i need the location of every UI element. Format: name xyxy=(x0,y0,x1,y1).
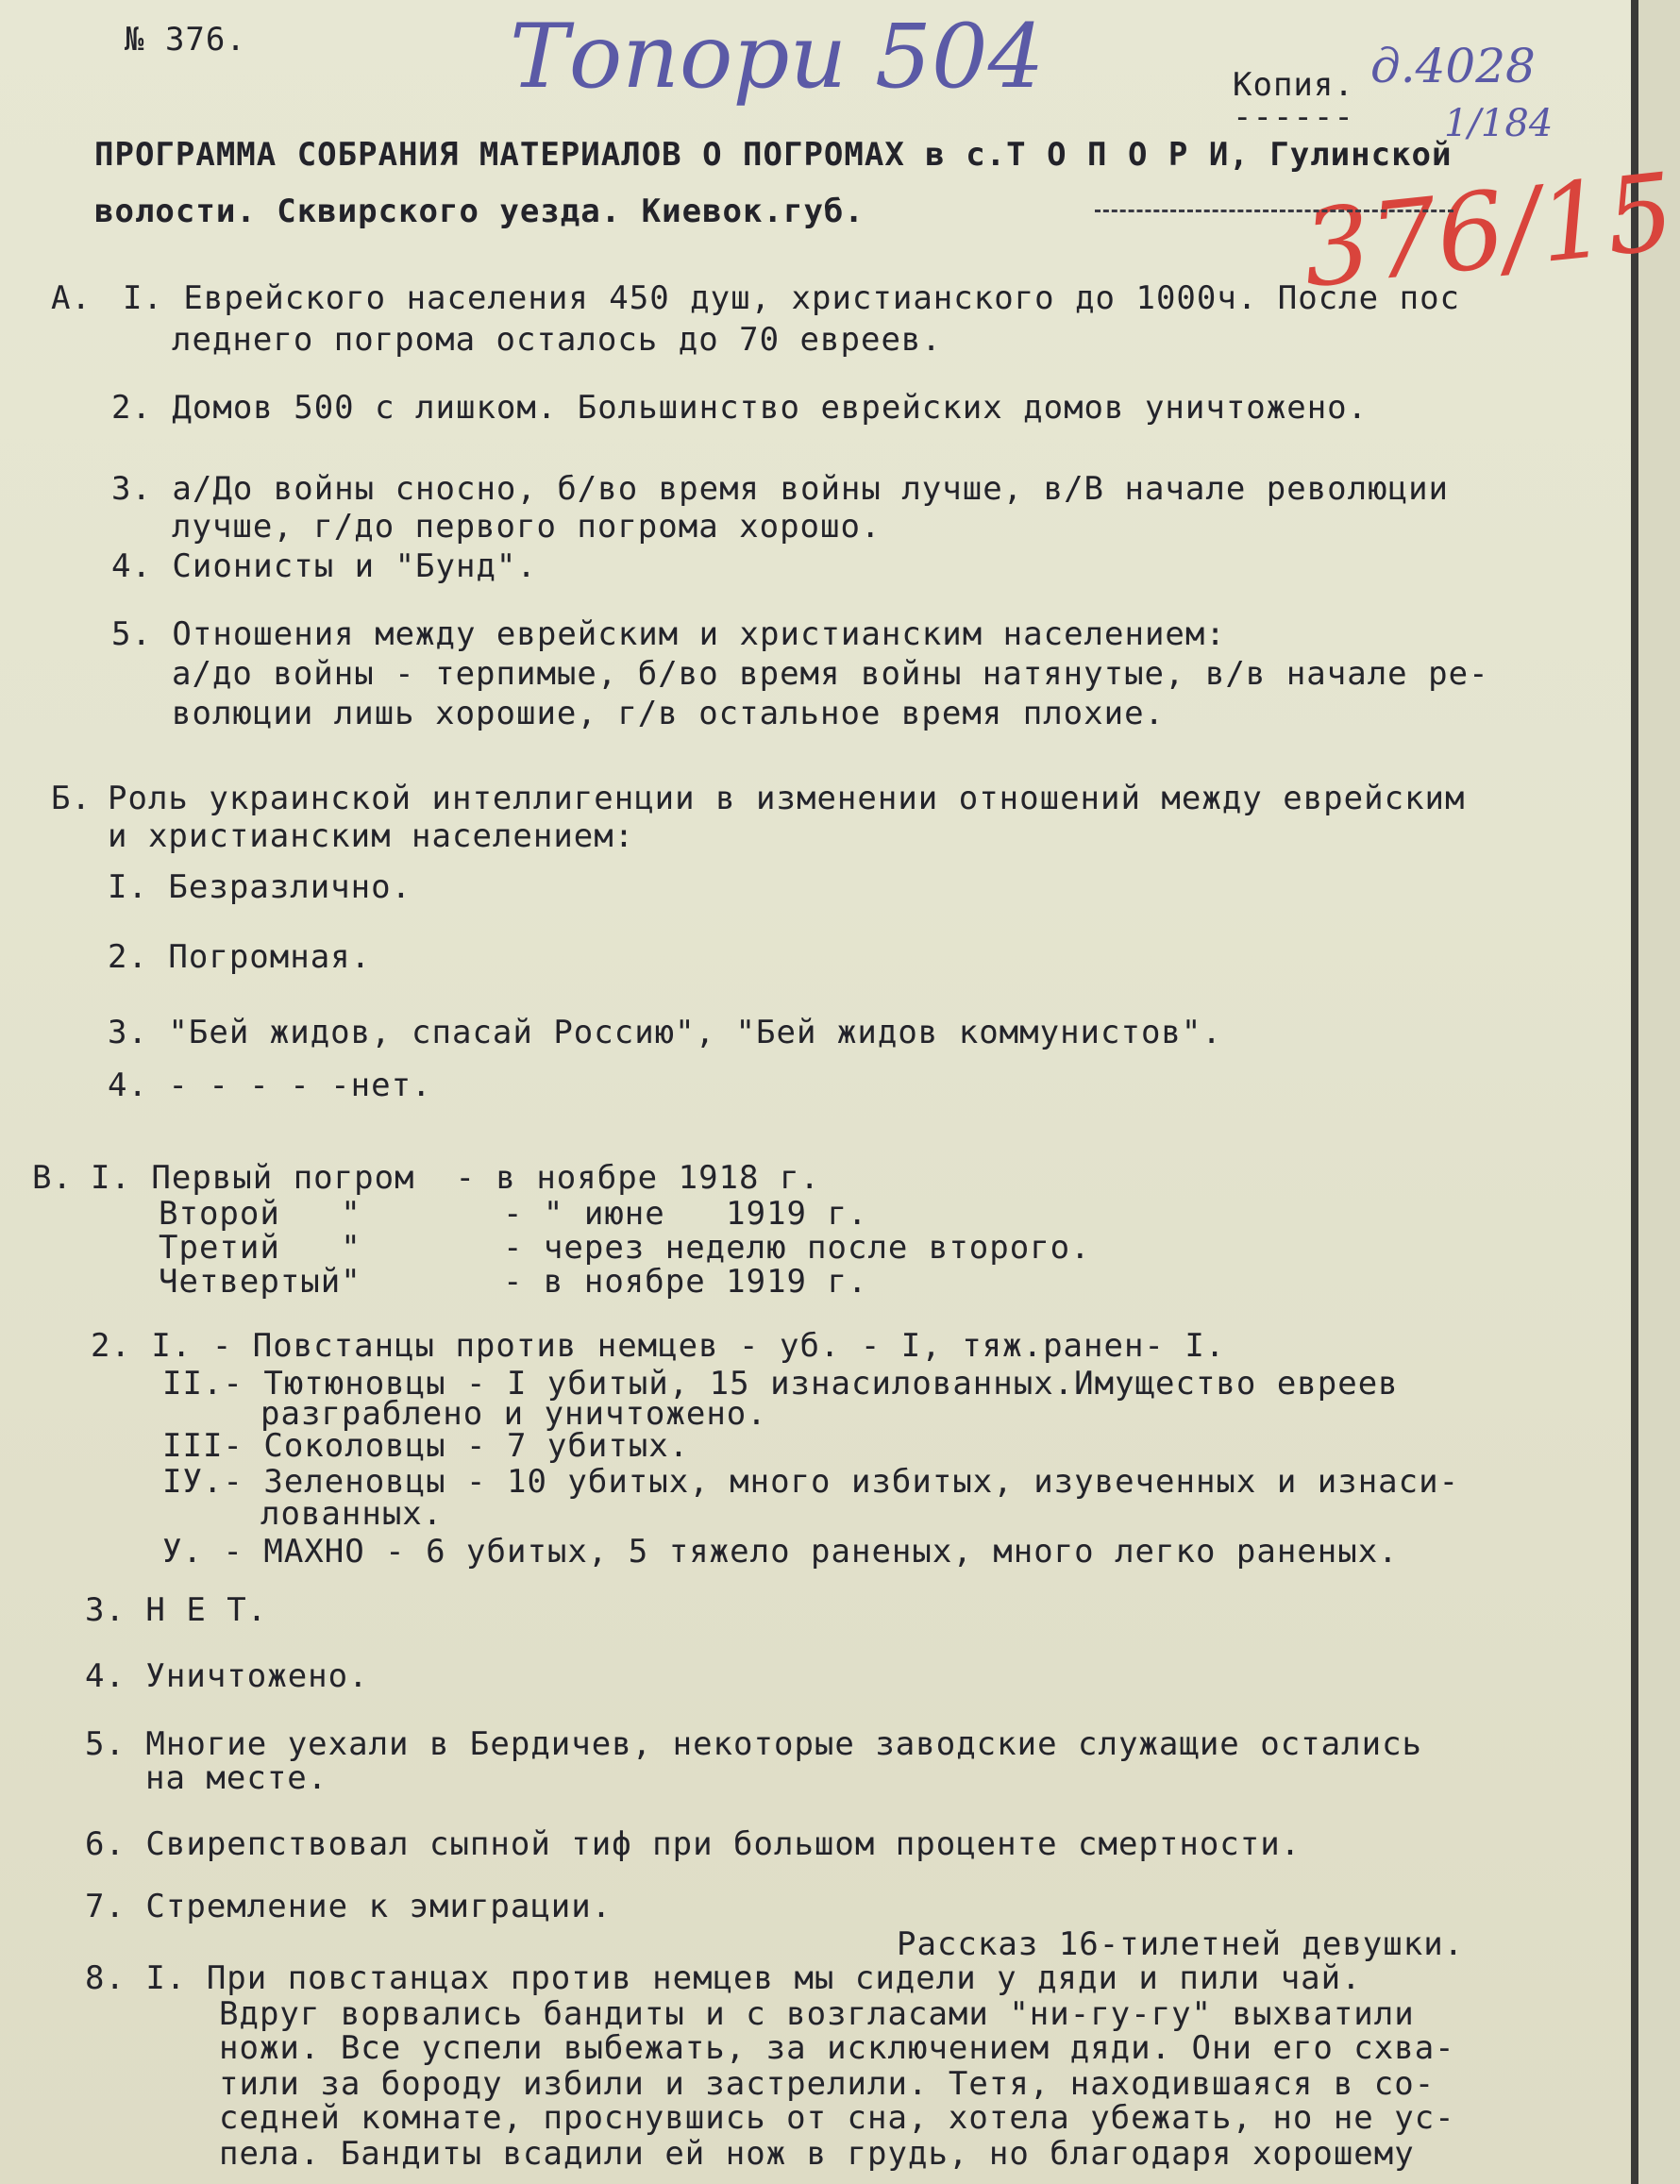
section-v-p2-line-6: лованных. xyxy=(260,1495,444,1533)
copy-label: Копия. xyxy=(1233,66,1354,104)
section-v-p6: 6. Свирепствовал сыпной тиф при большом проценте смертности. xyxy=(85,1825,1302,1863)
section-v-p1-line-4: Четвертый" - в ноябре 1919 г. xyxy=(159,1263,868,1301)
section-a-item-3-line-2: лучше, г/до первого погрома хорошо. xyxy=(172,508,882,546)
handwritten-title: Топори 504 xyxy=(510,6,1045,109)
section-v-p8-line-6: пела. Бандиты всадили ей нож в грудь, но благодаря хорошему xyxy=(219,2135,1415,2173)
copy-underline: ------ xyxy=(1233,98,1354,136)
section-a-item-4: 4. Сионисты и "Бунд". xyxy=(111,547,537,585)
section-v-p2-line-7: У. - МАХНО - 6 убитых, 5 тяжело раненых, много легко раненых. xyxy=(162,1533,1399,1571)
section-a-item-3-line-1: 3. а/До войны сносно, б/во время войны лучше, в/В начале революции xyxy=(111,470,1450,508)
section-v-p5-line-1: 5. Многие уехали в Бердичев, некоторые заводские служащие остались xyxy=(85,1725,1423,1763)
section-b-item-3: 3. "Бей жидов, спасай Россию", "Бей жидов коммунистов". xyxy=(108,1014,1222,1051)
section-v-p2-line-1: 2. I. - Повстанцы против немцев - уб. - I, тяж.ранен- I. xyxy=(91,1327,1226,1365)
section-v-p2-line-4: III- Соколовцы - 7 убитых. xyxy=(162,1427,690,1465)
section-a-letter: А. xyxy=(51,279,92,317)
section-a-item-2: 2. Домов 500 с лишком. Большинство еврейских домов уничтожено. xyxy=(111,389,1369,427)
section-b-item-2: 2. Погромная. xyxy=(108,938,372,976)
archive-ref-bottom: 1/184 xyxy=(1444,102,1554,145)
section-b-intro-line-2: и христианским населением: xyxy=(108,817,635,855)
section-v-p1-line-3: Третий " - через неделю после второго. xyxy=(159,1229,1091,1267)
section-b-item-1: I. Безразлично. xyxy=(108,868,412,906)
section-v-p8-line-5: седней комнате, проснувшись от сна, хотела убежать, но не ус- xyxy=(219,2099,1455,2137)
story-title: Рассказ 16-тилетней девушки. xyxy=(897,1925,1465,1963)
section-a-item-5-line-3: волюции лишь хорошие, г/в остальное время плохие. xyxy=(172,695,1166,732)
heading-dashed-rule xyxy=(1095,210,1453,212)
section-v-p8-line-3: ножи. Все успели выбежать, за исключением дяди. Они его схва- xyxy=(219,2029,1455,2067)
red-stamp-number: 376/15 xyxy=(1297,150,1680,312)
section-v-p1-line-1: I. Первый погром - в ноябре 1918 г. xyxy=(91,1159,820,1197)
section-b-letter: Б. xyxy=(51,780,92,817)
section-v-p7: 7. Стремление к эмиграции. xyxy=(85,1888,613,1925)
section-b-item-4: 4. - - - - -нет. xyxy=(108,1067,432,1104)
document-number: № 376. xyxy=(125,21,246,59)
section-v-p1-line-2: Второй " - " июне 1919 г. xyxy=(159,1195,868,1233)
section-v-p2-line-5: IУ.- Зеленовцы - 10 убитых, много избитых, изувеченных и изнаси- xyxy=(162,1463,1460,1501)
section-b-intro-line-1: Роль украинской интеллигенции в изменении отношений между еврейским xyxy=(108,780,1466,817)
section-a-item-5-line-1: 5. Отношения между еврейским и христианским населением: xyxy=(111,615,1226,653)
section-v-p2-line-3: разграблено и уничтожено. xyxy=(260,1395,767,1433)
heading-line-1: ПРОГРАММА СОБРАНИЯ МАТЕРИАЛОВ О ПОГРОМАХ в с.Т О П О Р И, Гулинской xyxy=(94,136,1453,174)
section-v-p2-line-2: II.- Тютюновцы - I убитый, 15 изнасилованных.Имущество евреев xyxy=(162,1365,1399,1403)
archive-ref-top: д.4028 xyxy=(1370,39,1536,93)
section-v-p8-line-2: Вдруг ворвались бандиты и с возгласами "ни-гу-гу" выхватили xyxy=(219,1995,1415,2033)
heading-line-2: волости. Сквирского уезда. Киевок.губ. xyxy=(94,193,865,230)
section-v-p3: 3. Н Е Т. xyxy=(85,1591,268,1629)
section-v-p8-line-1: 8. I. При повстанцах против немцев мы сидели у дяди и пили чай. xyxy=(85,1959,1362,1997)
section-a-item-1-line-2: леднего погрома осталось до 70 евреев. xyxy=(172,321,942,359)
section-a-item-5-line-2: а/до войны - терпимые, б/во время войны натянутые, в/в начале ре- xyxy=(172,655,1489,693)
section-v-letter: В. xyxy=(32,1159,73,1197)
section-v-p4: 4. Уничтожено. xyxy=(85,1657,369,1695)
section-a-item-1-line-1: I. Еврейского населения 450 душ, христианского до 1000ч. После пос xyxy=(123,279,1461,317)
section-v-p8-line-4: тили за бороду избили и застрелили. Тетя, находившаяся в со- xyxy=(219,2065,1436,2103)
page-edge-shadow xyxy=(1631,0,1638,2184)
section-v-p5-line-2: на месте. xyxy=(145,1759,328,1797)
